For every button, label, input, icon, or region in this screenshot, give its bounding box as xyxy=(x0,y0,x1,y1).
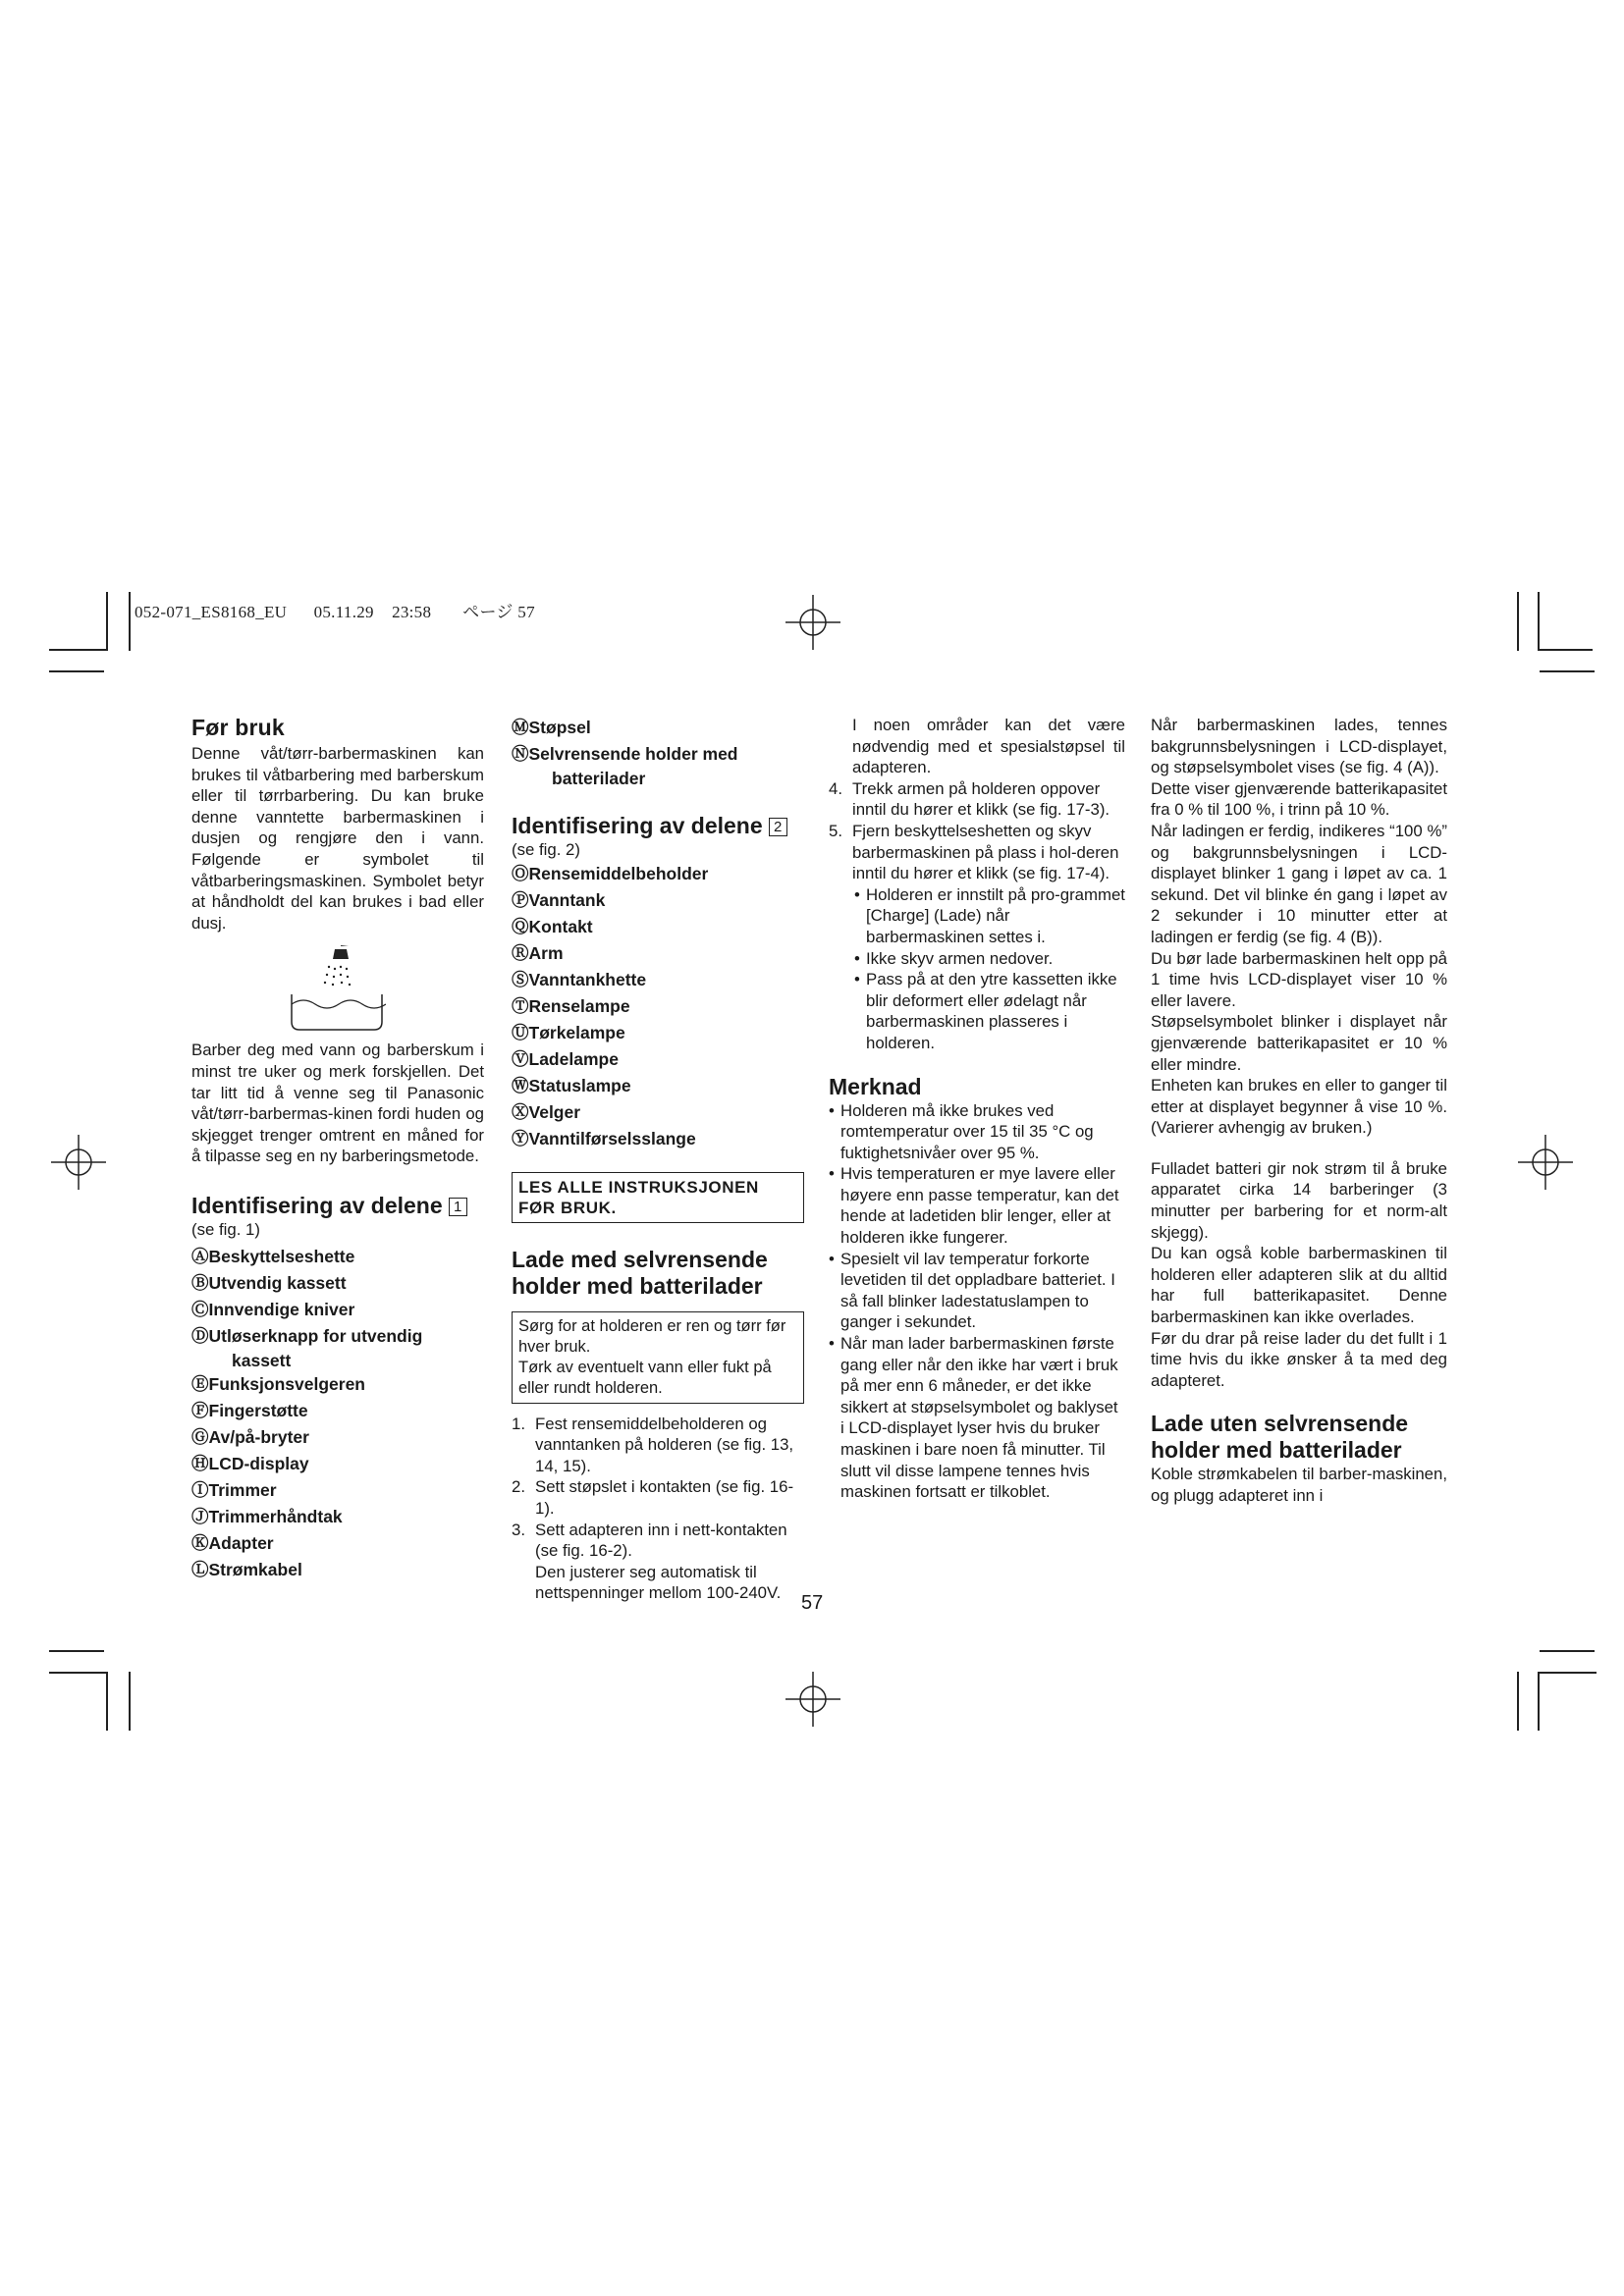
print-time: 23:58 xyxy=(392,603,432,621)
page-label: ページ 57 xyxy=(462,603,535,621)
part-item: ⓃSelvrensende holder med batterilader xyxy=(512,744,738,788)
charge-info-8: Du kan også koble barbermaskinen til holderen eller adapteren slik at du alltid har full batterikapasitet. Denne barbermaskinen kan ikke overlades. xyxy=(1151,1244,1447,1327)
part-item: ⒶBeskyttelseshette xyxy=(191,1246,355,1266)
note-title: Merknad xyxy=(829,1073,922,1099)
print-header xyxy=(135,598,535,622)
part-item: ⓍVelger xyxy=(512,1101,581,1122)
charge-without-title: Lade uten selvrensende holder med batterilader xyxy=(1151,1411,1409,1464)
crop-mark xyxy=(49,1650,104,1652)
parts-list-1-cont xyxy=(512,715,804,789)
warning-text: LES ALLE INSTRUKSJONEN FØR BRUK. xyxy=(518,1177,759,1217)
registration-mark-icon xyxy=(785,1672,840,1727)
before-use-text: Denne våt/tørr-barbermaskinen kan brukes til våtbarbering med barberskum eller til tørrbarbering. Du kan bruke denne vanntette barbermaskinen i dusjen og rengjøre den i vann. Følgende er symbolet til våtbarberingsmaskinen. Symbolet betyr at håndholdt del kan brukes i bad eller dusj. xyxy=(191,744,484,933)
parts-list-1 xyxy=(191,1244,484,1583)
ident2-ref: (se fig. 2) xyxy=(512,840,580,859)
warning-box xyxy=(512,1172,804,1223)
part-item: ⒿTrimmerhåndtak xyxy=(191,1506,343,1526)
ident-ref: (se fig. 1) xyxy=(191,1219,260,1239)
part-item: ⓋLadelampe xyxy=(512,1048,619,1069)
part-item: ⒹUtløserknapp for utvendig kassett xyxy=(191,1325,423,1370)
page-number: 57 xyxy=(801,1592,824,1614)
note-item: • Hvis temperaturen er mye lavere eller høyere enn passe temperatur, kan det hende at ladetiden blir lenger, eller at holderen ikke fungerer. xyxy=(829,1163,1125,1248)
charge-info-1: Når barbermaskinen lades, tennes bakgrunnsbelysningen i LCD-displayet, og støpselsymbolet vises (se fig. 4 (A)). xyxy=(1151,716,1447,777)
part-item: ⓅVanntank xyxy=(512,889,606,910)
charge-info-3: Når ladingen er ferdig, indikeres “100 %” og bakgrunnsbelysningen i LCD-displayet blinker 1 gang i løpet av ca. 1 sekund. Det vil blinke én gang i løpet av 2 sekunder i 10 minutter etter at ladingen er ferdig (se fig. 4 (B)). xyxy=(1151,821,1447,946)
part-item: ⓎVanntilførselsslange xyxy=(512,1128,696,1148)
registration-mark-icon xyxy=(785,595,840,650)
figure-number: 2 xyxy=(769,818,787,836)
file-id: 052-071_ES8168_EU xyxy=(135,603,288,621)
step5-bullets xyxy=(829,884,1125,1054)
charge-title: Lade med selvrensende holder med batterilader xyxy=(512,1246,768,1299)
bullet-item: • Pass på at den ytre kassetten ikke blir deformert eller ødelagt når barbermaskinen plasseres i holderen. xyxy=(852,969,1125,1053)
part-item: ⒽLCD-display xyxy=(191,1453,309,1473)
part-item: ⒾTrimmer xyxy=(191,1479,277,1500)
part-item: ⓊTørkelampe xyxy=(512,1022,625,1042)
care-text-1: Sørg for at holderen er ren og tørr før hver bruk. xyxy=(518,1316,786,1356)
setup-steps xyxy=(512,1414,804,1604)
adapter-note: I noen områder kan det være nødvendig med et spesialstøpsel til adapteren. xyxy=(852,716,1125,777)
part-item: ⓈVanntankhette xyxy=(512,969,647,989)
notes-list xyxy=(829,1100,1125,1503)
part-item: ⓉRenselampe xyxy=(512,995,630,1016)
crop-mark xyxy=(1538,1672,1597,1674)
column-2 xyxy=(512,715,804,1604)
note-item: • Spesielt vil lav temperatur forkorte levetiden til det oppladbare batteriet. I så fall blinker ladestatuslampen to ganger i sekundet. xyxy=(829,1249,1125,1333)
part-item: ⓇArm xyxy=(512,942,564,963)
registration-mark-icon xyxy=(1518,1135,1573,1190)
part-item: ⓂStøpsel xyxy=(512,718,591,737)
part-item: ⒼAv/på-bryter xyxy=(191,1426,309,1447)
charge-info-9: Før du drar på reise lader du det fullt i 1 time hvis du ikke ønsker å ta med deg adapteret. xyxy=(1151,1328,1447,1390)
crop-mark xyxy=(129,1672,131,1731)
crop-mark xyxy=(1538,1672,1540,1731)
ident-title: Identifisering av delene 1 xyxy=(191,1193,484,1219)
bullet-item: • Ikke skyv armen nedover. xyxy=(852,948,1125,970)
crop-mark xyxy=(49,670,104,672)
ident2-title: Identifisering av delene 2 xyxy=(512,813,804,839)
column-3 xyxy=(829,715,1125,1503)
step-item: 3. Sett adapteren inn i nett-kontakten (se fig. 16-2). Den justerer seg automatisk til nettspenninger mellom 100-240V. xyxy=(512,1520,787,1603)
column-4 xyxy=(1151,715,1447,1507)
charge-info-7: Fulladet batteri gir nok strøm til å bruke apparatet cirka 14 barberinger (3 minutter per barbering for et norm-alt skjegg). xyxy=(1151,1158,1447,1242)
part-item: ⓀAdapter xyxy=(191,1532,274,1553)
bullet-item: • Holderen er innstilt på pro-grammet [Charge] (Lade) når barbermaskinen settes i. xyxy=(852,884,1125,948)
wet-shave-symbol-icon xyxy=(288,945,386,1034)
step-item: 5. Fjern beskyttelseshetten og skyv barbermaskinen på plass i hol-deren inntil du hører et klikk (se fig. 17-4). xyxy=(829,821,1119,883)
step-item: 2. Sett støpslet i kontakten (se fig. 16-1). xyxy=(512,1477,794,1518)
crop-mark xyxy=(1517,1672,1519,1731)
step-item: 1. Fest rensemiddelbeholderen og vanntanken på holderen (se fig. 13, 14, 15). xyxy=(512,1414,794,1475)
crop-mark xyxy=(1517,592,1519,651)
setup-steps-cont xyxy=(829,778,1125,884)
part-item: ⓌStatuslampe xyxy=(512,1075,631,1095)
charge-info-5: Støpselsymbolet blinker i displayet når gjenværende batterikapasitet er 10 % eller mindre. xyxy=(1151,1012,1447,1074)
parts-list-2 xyxy=(512,861,804,1152)
crop-mark xyxy=(106,592,108,651)
before-use-title: Før bruk xyxy=(191,715,285,740)
charge-info-2: Dette viser gjenværende batterikapasitet fra 0 % til 100 %, i trinn på 10 %. xyxy=(1151,778,1447,820)
charge-info-6: Enheten kan brukes en eller to ganger til etter at displayet begynner å vise 10 %. (Varierer avhengig av bruken.) xyxy=(1151,1076,1447,1138)
crop-mark xyxy=(49,1672,108,1674)
crop-mark xyxy=(1538,592,1540,651)
part-item: ⒻFingerstøtte xyxy=(191,1400,308,1420)
crop-mark xyxy=(106,1672,108,1731)
column-1 xyxy=(191,715,484,1583)
part-item: ⒺFunksjonsvelgeren xyxy=(191,1373,365,1394)
crop-mark xyxy=(1538,649,1593,651)
part-item: ⒸInnvendige kniver xyxy=(191,1299,355,1319)
registration-mark-icon xyxy=(51,1135,106,1190)
shower-symbol xyxy=(191,934,484,1040)
crop-mark xyxy=(129,592,131,651)
note-item: • Holderen må ikke brukes ved romtemperatur over 15 til 35 °C og fuktighetsnivåer over 95 %. xyxy=(829,1100,1125,1164)
step-item: 4. Trekk armen på holderen oppover inntil du hører et klikk (se fig. 17-3). xyxy=(829,778,1110,820)
note-item: • Når man lader barbermaskinen første gang eller når den ikke har vært i bruk på mer enn 6 måneder, er det ikke sikkert at støpselsymbolet og baklyset i LCD-displayet lyser hvis du bruker maskinen i bare noen få minutter. Til slutt vil disse lampene tennes hvis maskinen fortsatt er tilkoblet. xyxy=(829,1333,1125,1503)
figure-number: 1 xyxy=(449,1198,467,1216)
part-item: ⓆKontakt xyxy=(512,916,593,936)
before-use-text-2: Barber deg med vann og barberskum i minst tre uker og merk forskjellen. Det tar litt tid å venne seg til Panasonic våt/tørr-barbermas-kinen fordi huden og skjegget trenger omtrent en måned for å tilpasse seg en ny barberingsmetode. xyxy=(191,1041,484,1166)
crop-mark xyxy=(49,649,108,651)
crop-mark xyxy=(1540,670,1595,672)
part-item: ⒷUtvendig kassett xyxy=(191,1272,347,1293)
print-date: 05.11.29 xyxy=(313,603,374,621)
charge-info-4: Du bør lade barbermaskinen helt opp på 1 time hvis LCD-displayet viser 10 % eller lavere. xyxy=(1151,948,1447,1010)
care-box xyxy=(512,1311,804,1404)
charge-without-text: Koble strømkabelen til barber-maskinen, og plugg adapteret inn i xyxy=(1151,1465,1447,1505)
part-item: ⓁStrømkabel xyxy=(191,1559,302,1579)
part-item: ⓄRensemiddelbeholder xyxy=(512,863,709,883)
care-text-2: Tørk av eventuelt vann eller fukt på eller rundt holderen. xyxy=(518,1358,772,1397)
crop-mark xyxy=(1540,1650,1595,1652)
